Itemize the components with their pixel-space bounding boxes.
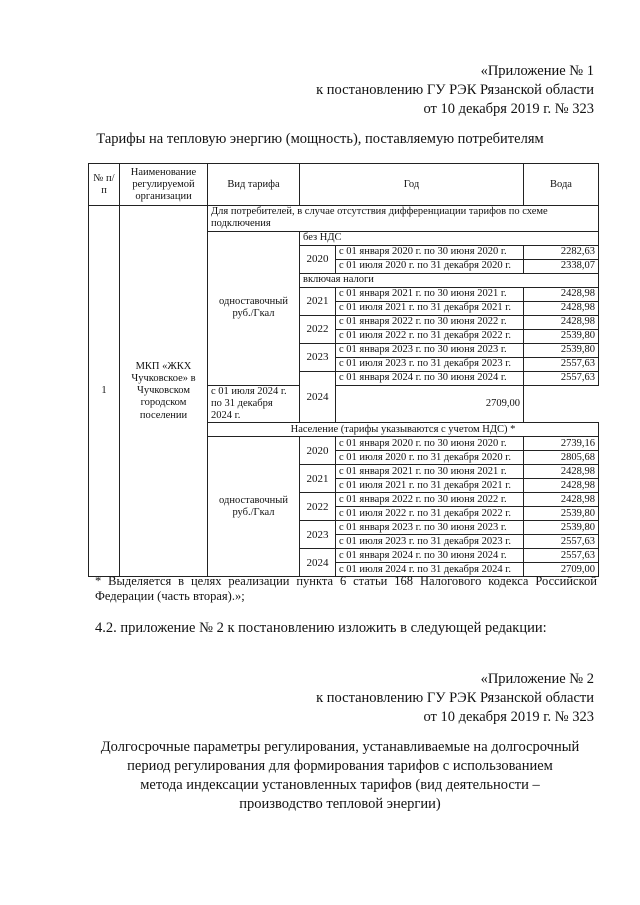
group1-label: Для потребителей, в случае отсутствия дифференциации тарифов по схеме подключения (208, 206, 599, 232)
appendix-2-header (316, 670, 594, 727)
period-cell: с 01 января 2022 г. по 30 июня 2022 г. (336, 493, 524, 507)
period-cell: с 01 июля 2022 г. по 31 декабря 2022 г. (336, 507, 524, 521)
period-cell: с 01 января 2020 г. по 30 июня 2020 г. (336, 245, 524, 259)
tariff-table (88, 163, 599, 577)
value-cell: 2539,80 (524, 521, 599, 535)
appendix-1-resolution: к постановлению ГУ РЭК Рязанской области (316, 82, 594, 98)
period-cell: с 01 июля 2020 г. по 31 декабря 2020 г. (336, 451, 524, 465)
value-cell: 2282,63 (524, 245, 599, 259)
value-cell: 2709,00 (336, 385, 524, 423)
header-water: Вода (524, 164, 599, 206)
footnote: * Выделяется в целях реализации пункта 6 статьи 168 Налогового кодекса Российской Федерации (часть вторая).»; (95, 574, 597, 603)
value-cell: 2539,80 (524, 507, 599, 521)
year-cell: 2024 (300, 371, 336, 423)
year-cell: 2020 (300, 437, 336, 465)
value-cell: 2557,63 (524, 535, 599, 549)
value-cell: 2709,00 (524, 563, 599, 577)
year-cell: 2020 (300, 245, 336, 273)
header-num: № п/п (89, 164, 120, 206)
appendix-2-date: от 10 декабря 2019 г. № 323 (423, 709, 594, 725)
title2-line: период регулирования для формирования тарифов с использованием (127, 758, 553, 774)
period-cell: с 01 января 2023 г. по 30 июня 2023 г. (336, 521, 524, 535)
no-vat-label: без НДС (300, 231, 599, 245)
period-cell: с 01 января 2021 г. по 30 июня 2021 г. (336, 287, 524, 301)
with-taxes-label: включая налоги (300, 273, 599, 287)
value-cell: 2428,98 (524, 301, 599, 315)
value-cell: 2557,63 (524, 357, 599, 371)
year-cell: 2024 (300, 549, 336, 577)
period-cell: с 01 июля 2024 г. по 31 декабря 2024 г. (208, 385, 300, 423)
value-cell: 2557,63 (524, 549, 599, 563)
period-cell: с 01 июля 2023 г. по 31 декабря 2023 г. (336, 535, 524, 549)
title2-line: производство тепловой энергии) (239, 796, 441, 812)
period-cell: с 01 июля 2023 г. по 31 декабря 2023 г. (336, 357, 524, 371)
value-cell: 2428,98 (524, 493, 599, 507)
period-cell: с 01 января 2021 г. по 30 июня 2021 г. (336, 465, 524, 479)
value-cell: 2428,98 (524, 465, 599, 479)
year-cell: 2021 (300, 465, 336, 493)
year-cell: 2022 (300, 315, 336, 343)
title2-line: метода индексации установленных тарифов (вид деятельности – (140, 777, 540, 793)
period-cell: с 01 июля 2022 г. по 31 декабря 2022 г. (336, 329, 524, 343)
value-cell: 2428,98 (524, 479, 599, 493)
tariff-type-2: одноставочный руб./Гкал (208, 437, 300, 577)
year-cell: 2021 (300, 287, 336, 315)
year-cell: 2023 (300, 521, 336, 549)
appendix-2-title: «Приложение № 2 (480, 671, 594, 687)
header-year: Год (300, 164, 524, 206)
appendix-2-resolution: к постановлению ГУ РЭК Рязанской области (316, 690, 594, 706)
year-cell: 2022 (300, 493, 336, 521)
period-cell: с 01 января 2023 г. по 30 июня 2023 г. (336, 343, 524, 357)
value-cell: 2805,68 (524, 451, 599, 465)
tariff-type-1: одноставочный руб./Гкал (208, 231, 300, 385)
year-cell: 2023 (300, 343, 336, 371)
value-cell: 2557,63 (524, 371, 599, 385)
value-cell: 2338,07 (524, 259, 599, 273)
period-cell: с 01 января 2022 г. по 30 июня 2022 г. (336, 315, 524, 329)
value-cell: 2539,80 (524, 343, 599, 357)
value-cell: 2739,16 (524, 437, 599, 451)
period-cell: с 01 января 2024 г. по 30 июня 2024 г. (336, 371, 524, 385)
long-term-parameters-title (80, 738, 600, 814)
org-name: МКП «ЖКХ Чучковское» в Чучковском городском поселении (120, 206, 208, 577)
paragraph-4-2: 4.2. приложение № 2 к постановлению изложить в следующей редакции: (95, 620, 547, 636)
table-header-row (89, 164, 599, 206)
period-cell: с 01 июля 2024 г. по 31 декабря 2024 г. (336, 563, 524, 577)
tariff-table-title: Тарифы на тепловую энергию (мощность), поставляемую потребителям (96, 131, 544, 147)
period-cell: с 01 января 2020 г. по 30 июня 2020 г. (336, 437, 524, 451)
period-cell: с 01 января 2024 г. по 30 июня 2024 г. (336, 549, 524, 563)
value-cell: 2428,98 (524, 287, 599, 301)
header-tariff-type: Вид тарифа (208, 164, 300, 206)
value-cell: 2539,80 (524, 329, 599, 343)
value-cell: 2428,98 (524, 315, 599, 329)
title2-line: Долгосрочные параметры регулирования, устанавливаемые на долгосрочный (100, 739, 580, 755)
period-cell: с 01 июля 2021 г. по 31 декабря 2021 г. (336, 301, 524, 315)
appendix-1-title: «Приложение № 1 (480, 63, 594, 79)
row-number: 1 (89, 206, 120, 577)
header-org: Наименование регулируемой организации (120, 164, 208, 206)
period-cell: с 01 июля 2020 г. по 31 декабря 2020 г. (336, 259, 524, 273)
appendix-1-date: от 10 декабря 2019 г. № 323 (423, 101, 594, 117)
appendix-1-header (316, 62, 594, 119)
period-cell: с 01 июля 2021 г. по 31 декабря 2021 г. (336, 479, 524, 493)
population-label: Население (тарифы указываются с учетом НДС) * (208, 423, 599, 437)
